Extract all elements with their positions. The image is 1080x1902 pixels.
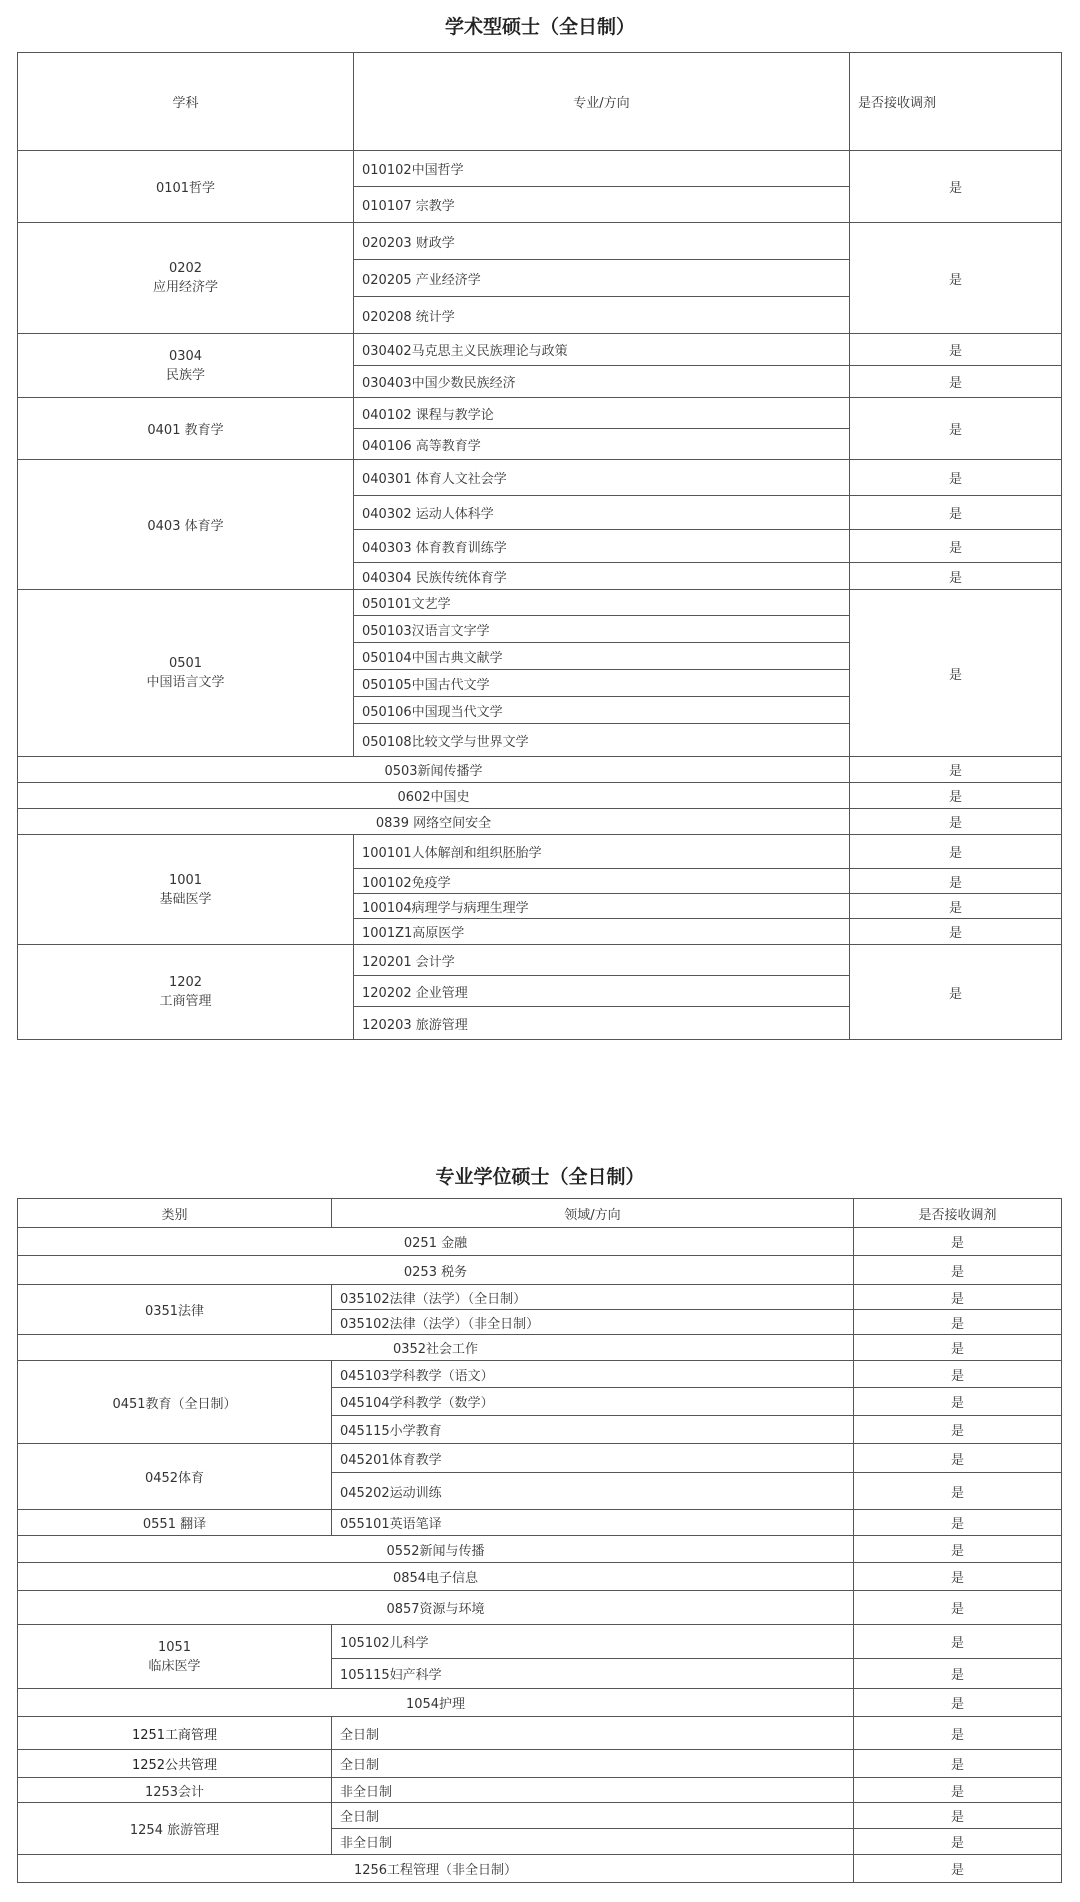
- table-row: [18, 1510, 1062, 1536]
- adjust-cell: 是: [850, 334, 1062, 366]
- table-row: [18, 1228, 1062, 1256]
- field-cell: 非全日制: [332, 1829, 854, 1855]
- major-cell: 1001Z1高原医学: [354, 919, 850, 945]
- table-row: [18, 1803, 1062, 1829]
- field-cell: 045103学科教学（语文）: [332, 1361, 854, 1388]
- discipline-cell: [18, 945, 354, 1040]
- major-cell: 020208 统计学: [354, 297, 850, 334]
- discipline-code: 0501: [168, 656, 203, 671]
- table-row: [18, 1361, 1062, 1388]
- category-cell: 0552新闻与传播: [18, 1536, 854, 1563]
- discipline-name: 工商管理: [159, 994, 212, 1009]
- major-cell: 050103汉语言文字学: [354, 616, 850, 643]
- adjust-cell: 是: [854, 1228, 1062, 1256]
- adjust-cell: 是: [850, 945, 1062, 1040]
- adjust-cell: 是: [850, 151, 1062, 223]
- discipline-code: 1001: [168, 872, 203, 888]
- table-row: [18, 945, 1062, 976]
- field-cell: 105102儿科学: [332, 1625, 854, 1659]
- category-cell: 1254 旅游管理: [18, 1803, 332, 1855]
- header-adjust: 是否接收调剂: [850, 53, 1062, 151]
- major-cell: 040304 民族传统体育学: [354, 563, 850, 590]
- table-row: [18, 223, 1062, 260]
- discipline-cell: 0839 网络空间安全: [18, 809, 850, 835]
- adjust-cell: 是: [850, 530, 1062, 563]
- category-cell: [18, 1625, 332, 1689]
- table-row: [18, 1750, 1062, 1778]
- field-cell: 105115妇产科学: [332, 1659, 854, 1689]
- field-cell: 035102法律（法学）（全日制）: [332, 1285, 854, 1310]
- field-cell: 全日制: [332, 1750, 854, 1778]
- category-name: 临床医学: [148, 1658, 201, 1674]
- adjust-cell: 是: [854, 1361, 1062, 1388]
- adjust-cell: 是: [850, 783, 1062, 809]
- adjust-cell: 是: [854, 1855, 1062, 1883]
- discipline-cell: [18, 835, 354, 945]
- field-cell: 045202运动训练: [332, 1473, 854, 1510]
- table-row: [18, 1285, 1062, 1310]
- discipline-code: 0202: [168, 261, 203, 276]
- adjust-cell: 是: [854, 1285, 1062, 1310]
- adjust-cell: 是: [854, 1750, 1062, 1778]
- major-cell: 030403中国少数民族经济: [354, 366, 850, 398]
- adjust-cell: 是: [854, 1510, 1062, 1536]
- table-row: [18, 1778, 1062, 1803]
- adjust-cell: 是: [854, 1536, 1062, 1563]
- major-cell: 050108比较文学与世界文学: [354, 724, 850, 757]
- adjust-cell: 是: [850, 563, 1062, 590]
- adjust-cell: 是: [854, 1416, 1062, 1444]
- major-cell: 020205 产业经济学: [354, 260, 850, 297]
- table-row: [18, 1256, 1062, 1285]
- adjust-cell: 是: [850, 398, 1062, 460]
- major-cell: 120202 企业管理: [354, 976, 850, 1007]
- adjust-cell: 是: [854, 1563, 1062, 1591]
- adjust-cell: 是: [850, 590, 1062, 757]
- table-header-row: [18, 1199, 1062, 1228]
- table-row: [18, 460, 1062, 496]
- discipline-name: 基础医学: [159, 891, 212, 907]
- adjust-cell: 是: [854, 1444, 1062, 1473]
- major-cell: 040302 运动人体科学: [354, 496, 850, 530]
- major-cell: 100102免疫学: [354, 869, 850, 894]
- discipline-name: 中国语言文学: [146, 675, 225, 690]
- field-cell: 全日制: [332, 1717, 854, 1750]
- category-cell: 0253 税务: [18, 1256, 854, 1285]
- field-cell: 全日制: [332, 1803, 854, 1829]
- discipline-cell: [18, 334, 354, 398]
- adjust-cell: 是: [850, 869, 1062, 894]
- discipline-code: 0304: [168, 348, 203, 364]
- major-cell: 050101文艺学: [354, 590, 850, 616]
- major-cell: 050104中国古典文献学: [354, 643, 850, 670]
- major-cell: 100104病理学与病理生理学: [354, 894, 850, 919]
- major-cell: 120203 旅游管理: [354, 1007, 850, 1040]
- field-cell: 035102法律（法学）（非全日制）: [332, 1310, 854, 1335]
- adjust-cell: 是: [854, 1625, 1062, 1659]
- category-cell: 0351法律: [18, 1285, 332, 1335]
- header-category: 类别: [18, 1199, 332, 1228]
- adjust-cell: 是: [854, 1829, 1062, 1855]
- major-cell: 040106 高等教育学: [354, 429, 850, 460]
- table-row: [18, 334, 1062, 366]
- discipline-cell: 0403 体育学: [18, 460, 354, 590]
- professional-title: 专业学位硕士（全日制）: [435, 1166, 645, 1188]
- header-discipline: 学科: [18, 53, 354, 151]
- category-cell: 0451教育（全日制）: [18, 1361, 332, 1444]
- table-row: [18, 151, 1062, 187]
- header-adjust: 是否接收调剂: [854, 1199, 1062, 1228]
- table-header-row: [18, 53, 1062, 151]
- adjust-cell: 是: [854, 1717, 1062, 1750]
- table-row: [18, 1536, 1062, 1563]
- adjust-cell: 是: [850, 496, 1062, 530]
- table-row: [18, 809, 1062, 835]
- major-cell: 040303 体育教育训练学: [354, 530, 850, 563]
- discipline-name: 应用经济学: [152, 280, 218, 295]
- major-cell: 050105中国古代文学: [354, 670, 850, 697]
- discipline-cell: 0602中国史: [18, 783, 850, 809]
- discipline-cell: 0401 教育学: [18, 398, 354, 460]
- table-row: [18, 757, 1062, 783]
- category-cell: 0251 金融: [18, 1228, 854, 1256]
- category-code: 1051: [157, 1639, 192, 1655]
- field-cell: 非全日制: [332, 1778, 854, 1803]
- category-cell: 1054护理: [18, 1689, 854, 1717]
- major-cell: 020203 财政学: [354, 223, 850, 260]
- discipline-cell: 0503新闻传播学: [18, 757, 850, 783]
- table-row: [18, 1335, 1062, 1361]
- major-cell: 120201 会计学: [354, 945, 850, 976]
- adjust-cell: 是: [850, 460, 1062, 496]
- field-cell: 045201体育教学: [332, 1444, 854, 1473]
- table-row: [18, 1444, 1062, 1473]
- adjust-cell: 是: [854, 1689, 1062, 1717]
- table-row: [18, 1717, 1062, 1750]
- category-cell: 0857资源与环境: [18, 1591, 854, 1625]
- major-cell: 010107 宗教学: [354, 187, 850, 223]
- table-row: [18, 783, 1062, 809]
- adjust-cell: 是: [850, 894, 1062, 919]
- major-cell: 030402马克思主义民族理论与政策: [354, 334, 850, 366]
- field-cell: 055101英语笔译: [332, 1510, 854, 1536]
- major-cell: 040102 课程与教学论: [354, 398, 850, 429]
- adjust-cell: 是: [854, 1591, 1062, 1625]
- discipline-cell: 0101哲学: [18, 151, 354, 223]
- adjust-cell: 是: [854, 1473, 1062, 1510]
- adjust-cell: 是: [854, 1388, 1062, 1416]
- adjust-cell: 是: [854, 1803, 1062, 1829]
- header-field: 领域/方向: [332, 1199, 854, 1228]
- adjust-cell: 是: [854, 1659, 1062, 1689]
- academic-table: [17, 52, 1062, 1040]
- category-cell: 0551 翻译: [18, 1510, 332, 1536]
- category-cell: 1252公共管理: [18, 1750, 332, 1778]
- discipline-code: 1202: [168, 975, 203, 990]
- table-row: [18, 1591, 1062, 1625]
- adjust-cell: 是: [850, 366, 1062, 398]
- major-cell: 010102中国哲学: [354, 151, 850, 187]
- category-cell: 1251工商管理: [18, 1717, 332, 1750]
- adjust-cell: 是: [854, 1310, 1062, 1335]
- adjust-cell: 是: [854, 1256, 1062, 1285]
- field-cell: 045104学科教学（数学）: [332, 1388, 854, 1416]
- table-row: [18, 1563, 1062, 1591]
- major-cell: 040301 体育人文社会学: [354, 460, 850, 496]
- category-cell: 1256工程管理（非全日制）: [18, 1855, 854, 1883]
- adjust-cell: 是: [850, 919, 1062, 945]
- major-cell: 050106中国现当代文学: [354, 697, 850, 724]
- adjust-cell: 是: [850, 809, 1062, 835]
- table-row: [18, 1689, 1062, 1717]
- table-row: [18, 1625, 1062, 1659]
- academic-title: 学术型硕士（全日制）: [444, 16, 635, 38]
- table-row: [18, 1855, 1062, 1883]
- table-row: [18, 590, 1062, 616]
- table-row: [18, 835, 1062, 869]
- major-cell: 100101人体解剖和组织胚胎学: [354, 835, 850, 869]
- discipline-cell: [18, 223, 354, 334]
- adjust-cell: 是: [850, 835, 1062, 869]
- category-cell: 0452体育: [18, 1444, 332, 1510]
- category-cell: 0854电子信息: [18, 1563, 854, 1591]
- category-cell: 0352社会工作: [18, 1335, 854, 1361]
- field-cell: 045115小学教育: [332, 1416, 854, 1444]
- category-cell: 1253会计: [18, 1778, 332, 1803]
- discipline-name: 民族学: [165, 367, 205, 383]
- table-row: [18, 398, 1062, 429]
- adjust-cell: 是: [854, 1335, 1062, 1361]
- adjust-cell: 是: [850, 223, 1062, 334]
- header-major: 专业/方向: [354, 53, 850, 151]
- professional-table: [17, 1198, 1062, 1883]
- discipline-cell: [18, 590, 354, 757]
- adjust-cell: 是: [854, 1778, 1062, 1803]
- adjust-cell: 是: [850, 757, 1062, 783]
